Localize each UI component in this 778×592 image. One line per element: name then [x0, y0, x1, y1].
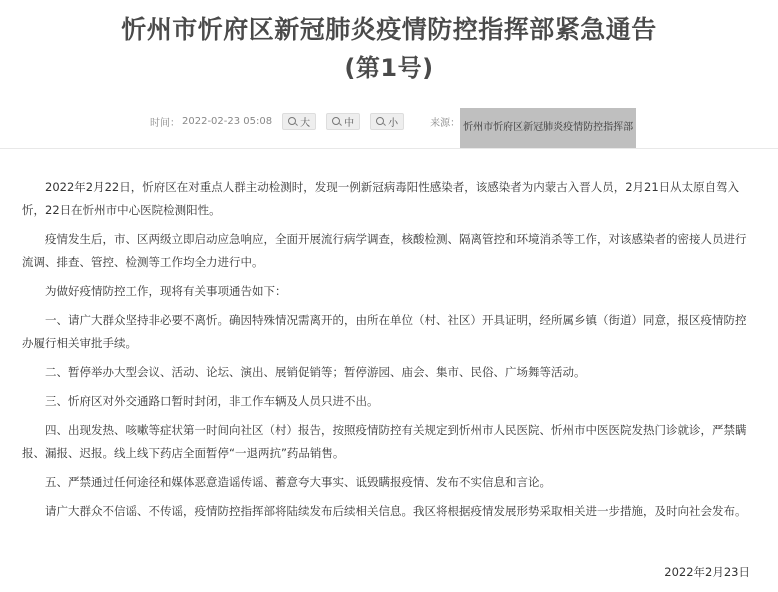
article-date: 2022年2月23日 — [664, 565, 750, 579]
divider — [0, 148, 778, 149]
source-value: 忻州市忻府区新冠肺炎疫情防控指挥部 — [460, 108, 636, 148]
publish-time: 2022-02-23 05:08 — [182, 115, 273, 127]
article-title: 忻州市忻府区新冠肺炎疫情防控指挥部紧急通告 — [121, 15, 657, 44]
font-size-medium-button[interactable] — [326, 113, 360, 130]
zoom-icon — [376, 117, 384, 125]
article-paragraph: 为做好疫情防控工作，现将有关事项通告如下： — [45, 284, 287, 298]
article-paragraph: 一、请广大群众坚持非必要不离忻。确因特殊情况需离开的，由所在单位（村、社区）开具证明，经所属乡镇（街道）同意，报区疫情防控办履行相关审批手续。 — [22, 313, 747, 350]
font-size-large-button[interactable] — [282, 113, 316, 130]
article-paragraph: 2022年2月22日，忻府区在对重点人群主动检测时，发现一例新冠病毒阳性感染者，该感染者为内蒙古入晋人员，2月21日从太原自驾入忻，22日在忻州市中心医院检测阳性。 — [22, 180, 740, 217]
font-size-medium-label: 中 — [344, 117, 355, 129]
article-paragraph: 疫情发生后，市、区两级立即启动应急响应，全面开展流行病学调查，核酸检测、隔离管控和环境消杀等工作，对该感染者的密接人员进行流调、排查、管控、检测等工作均全力进行中。 — [22, 232, 747, 269]
time-label: 时间： — [150, 117, 180, 129]
article-paragraph: 请广大群众不信谣、不传谣，疫情防控指挥部将陆续发布后续相关信息。我区将根据疫情发展形势采取相关进一步措施，及时向社会发布。 — [45, 504, 747, 518]
article-body — [22, 176, 756, 529]
font-size-small-label: 小 — [388, 117, 399, 129]
zoom-icon — [288, 117, 296, 125]
article-meta — [150, 108, 636, 134]
article-paragraph: 二、暂停举办大型会议、活动、论坛、演出、展销促销等；暂停游园、庙会、集市、民俗、广场舞等活动。 — [45, 365, 586, 379]
article-paragraph: 三、忻府区对外交通路口暂时封闭，非工作车辆及人员只进不出。 — [45, 394, 379, 408]
font-size-small-button[interactable] — [370, 113, 404, 130]
article-paragraph: 四、出现发热、咳嗽等症状第一时间向社区（村）报告，按照疫情防控有关规定到忻州市人民医院、忻州市中医医院发热门诊就诊，严禁瞒报、漏报、迟报。线上线下药店全面暂停“一退两抗”药品销售。 — [22, 423, 747, 460]
article-paragraph: 五、严禁通过任何途径和媒体恶意造谣传谣、蓄意夸大事实、诋毁瞒报疫情、发布不实信息和言论。 — [45, 475, 551, 489]
zoom-icon — [332, 117, 340, 125]
font-size-large-label: 大 — [300, 117, 311, 129]
article-title-number: (第1号) — [344, 54, 434, 82]
source-label: 来源： — [430, 117, 461, 129]
